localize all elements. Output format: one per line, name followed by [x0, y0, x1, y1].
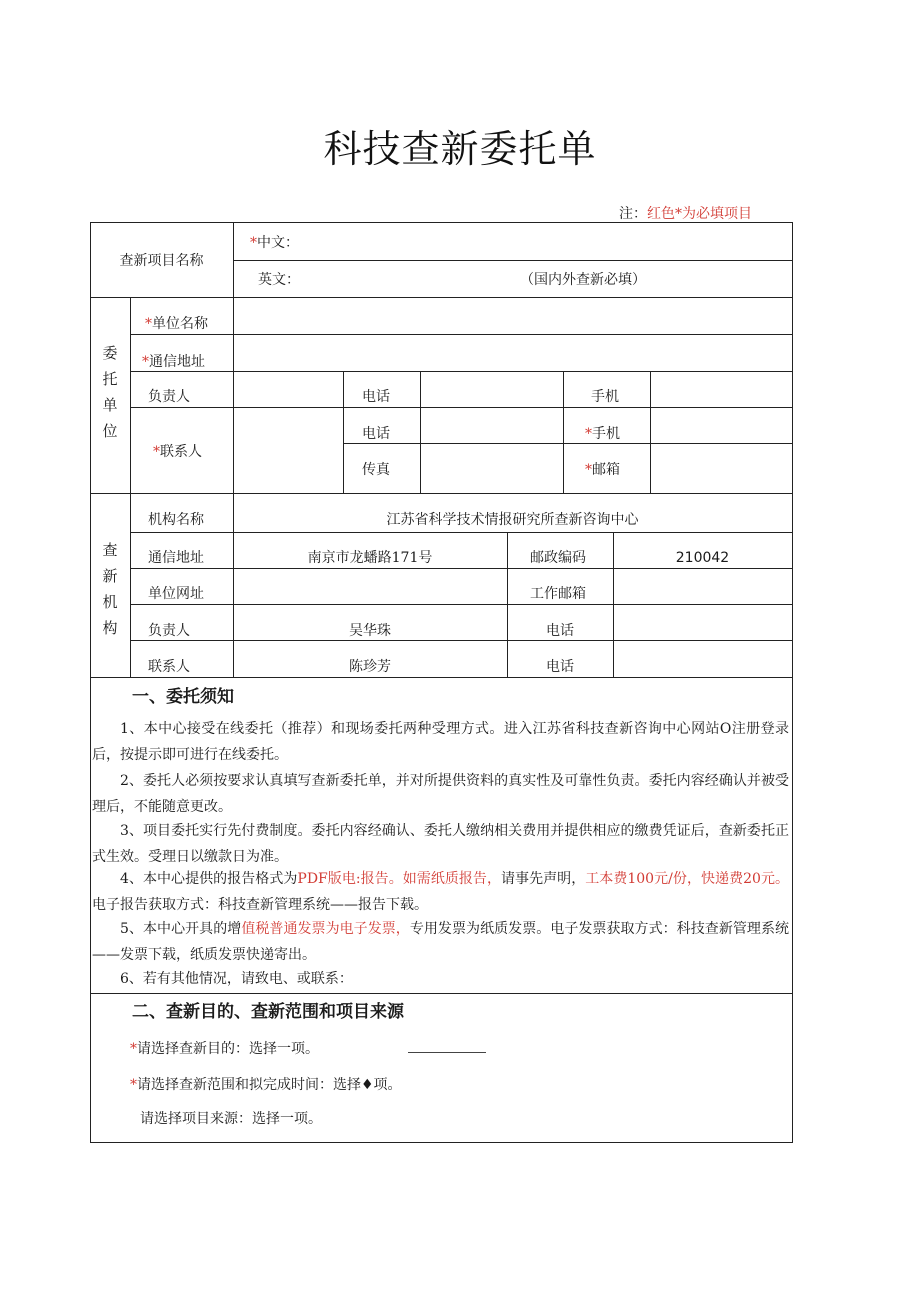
fax-label: 传真	[362, 462, 390, 478]
source-select[interactable]: 请选择项目来源：选择一项。	[140, 1111, 322, 1127]
notice-paragraph-1: 1、本中心接受在线委托（推荐）和现场委托两种受理方式。进入江苏省科技查新咨询中心网站O注册登录后，按提示即可进行在线委托。	[92, 721, 789, 763]
notice-heading: 一、委托须知	[132, 687, 234, 707]
notice-paragraph-5: 5、本中心开具的增值税普通发票为电子发票，专用发票为纸质发票。电子发票获取方式：科技查新管理系统——发票下载，纸质发票快递寄出。	[92, 921, 789, 963]
notice-paragraph-3: 3、项目委托实行先付费制度。委托内容经确认、委托人缴纳相关费用并提供相应的缴费凭证后，查新委托正式生效。受理日以缴款日为准。	[92, 823, 789, 865]
agency-contact-phone-label: 电话	[546, 659, 574, 675]
agency-contact-value: 陈珍芳	[349, 659, 391, 675]
agency-label: 查 新 机 构	[102, 541, 118, 637]
postcode-label: 邮政编码	[530, 550, 586, 566]
agency-contact-label: 联系人	[148, 659, 190, 675]
english-required-hint: （国内外查新必填）	[520, 272, 646, 288]
project-chinese-field[interactable]: *中文：	[250, 235, 299, 251]
postcode-value: 210042	[675, 550, 730, 566]
contact-mobile-label: *手机	[585, 426, 620, 442]
agency-name-label: 机构名称	[148, 512, 204, 528]
client-unit-label: 委 托 单 位	[102, 344, 118, 440]
project-english-field[interactable]: 英文：	[258, 272, 300, 288]
principal-phone-input[interactable]	[421, 372, 562, 406]
contact-phone-input[interactable]	[421, 408, 562, 442]
purpose-heading: 二、查新目的、查新范围和项目来源	[132, 1002, 404, 1022]
client-address-label: *通信地址	[142, 354, 205, 370]
notice-paragraph-6: 6、若有其他情况，请致电、或联系：	[120, 971, 353, 987]
agency-address-value: 南京市龙蟠路171号	[307, 550, 433, 566]
notice-paragraph-4: 4、本中心提供的报告格式为PDF版电:报告。如需纸质报告，请事先声明，工本费100元/份，快递费20元。电子报告获取方式：科技查新管理系统——报告下载。	[92, 871, 789, 913]
fax-input[interactable]	[421, 444, 562, 492]
agency-address-label: 通信地址	[148, 550, 204, 566]
purpose-blank-line	[408, 1052, 486, 1053]
notice-paragraph-2: 2、委托人必须按要求认真填写查新委托单，并对所提供资料的真实性及可靠性负责。委托内容经确认并被受理后，不能随意更改。	[92, 773, 789, 815]
agency-principal-value: 吴华珠	[349, 623, 391, 639]
agency-principal-phone-label: 电话	[546, 623, 574, 639]
required-note: 注：红色*为必填项目	[619, 206, 752, 222]
client-principal-input[interactable]	[234, 372, 342, 406]
page-title: 科技查新委托单	[323, 127, 597, 171]
unit-name-input[interactable]	[234, 298, 791, 333]
scope-select[interactable]: *请选择查新范围和拟完成时间：选择♦项。	[130, 1077, 402, 1093]
work-email-label: 工作邮箱	[530, 586, 586, 602]
principal-mobile-label: 手机	[591, 389, 619, 405]
project-name-label: 查新项目名称	[119, 253, 204, 269]
client-contact-label: *联系人	[153, 444, 202, 460]
principal-phone-label: 电话	[362, 389, 390, 405]
contact-phone-label: 电话	[362, 426, 390, 442]
email-input[interactable]	[651, 444, 791, 492]
agency-principal-label: 负责人	[148, 623, 190, 639]
unit-name-label: *单位名称	[145, 316, 208, 332]
principal-mobile-input[interactable]	[651, 372, 791, 406]
client-principal-label: 负责人	[148, 389, 190, 405]
contact-mobile-input[interactable]	[651, 408, 791, 442]
client-address-input[interactable]	[234, 335, 791, 370]
website-label: 单位网址	[148, 586, 204, 602]
agency-name-value: 江苏省科学技术情报研究所查新咨询中心	[386, 512, 639, 528]
email-label: *邮箱	[585, 462, 620, 478]
purpose-select[interactable]: *请选择查新目的：选择一项。	[130, 1041, 319, 1057]
work-email-value	[614, 569, 791, 603]
client-contact-input[interactable]	[234, 408, 342, 492]
website-value	[234, 569, 506, 603]
